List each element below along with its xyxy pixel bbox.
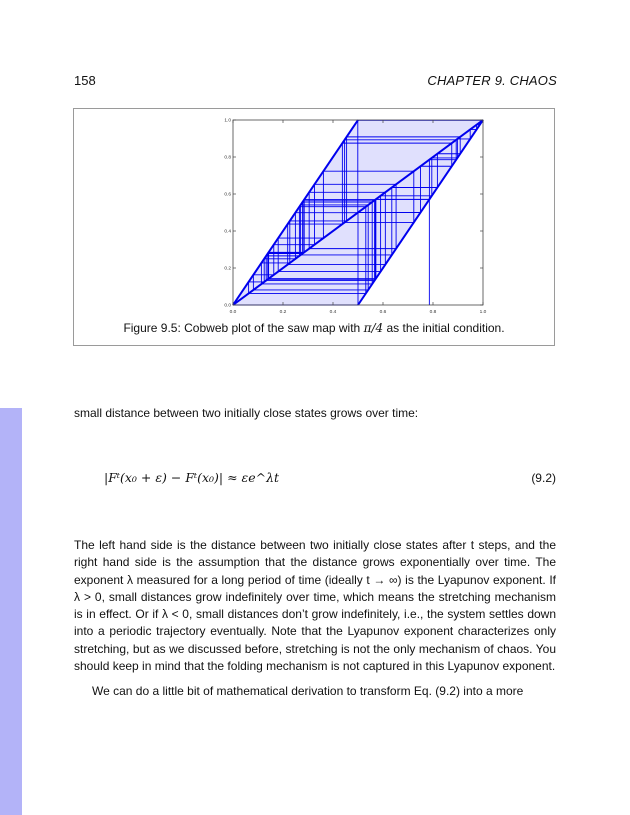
- body-text: [74, 537, 556, 701]
- intro-sentence: small distance between two initially close states grows over time:: [74, 406, 419, 420]
- x-tick-label-5: 1.0: [479, 310, 487, 315]
- equation-row: [74, 470, 556, 490]
- running-head: CHAPTER 9. CHAOS: [427, 73, 557, 88]
- x-tick-label-1: 0.2: [279, 310, 287, 315]
- y-tick-label-3: 0.6: [224, 192, 231, 198]
- caption-math: π/4: [363, 321, 384, 335]
- x-tick-label-0: 0.0: [229, 310, 237, 315]
- lyapunov-equation: |Fᵗ(x₀ + ε) − Fᵗ(x₀)| ≈ εe^λt: [104, 470, 280, 485]
- caption-text-after: as the initial condition.: [383, 321, 505, 335]
- margin-sidebar-strip: [0, 408, 22, 815]
- x-tick-label-4: 0.8: [429, 310, 437, 315]
- y-tick-label-0: 0.0: [224, 303, 231, 309]
- paragraph-derivation: We can do a little bit of mathematical derivation to transform Eq. (9.2) into a more: [92, 684, 524, 699]
- caption-text-before: Figure 9.5: Cobweb plot of the saw map with: [123, 321, 364, 335]
- cobweb-plot: [221, 115, 487, 319]
- y-tick-label-2: 0.4: [224, 229, 231, 235]
- figure-caption: [74, 321, 554, 335]
- x-tick-label-3: 0.6: [379, 310, 387, 315]
- equation-number: (9.2): [531, 471, 556, 485]
- paragraph-lyapunov: The left hand side is the distance between two initially close states after t steps, and the right hand side is the assumption that the distance grows exponentially over time. The exponent λ measured for a long period of time (ideally t → ∞) is the Lyapunov exponent. If λ > 0, small distances grow indefinitely over time, which means the stretching mechanism is in effect. Or if λ < 0, small distances don’t grow indefinitely, i.e., the system settles down into a periodic trajectory eventually. Note that the Lyapunov exponent characterizes only stretching, but as we discussed before, stretching is not the only mechanism of chaos. You should keep in mind that the folding mechanism is not captured in this Lyapunov exponent.: [74, 538, 556, 674]
- cobweb-lines: [233, 120, 483, 305]
- y-tick-label-5: 1.0: [224, 118, 231, 124]
- page-number: 158: [74, 73, 96, 88]
- y-tick-label-1: 0.2: [224, 266, 231, 272]
- y-tick-label-4: 0.8: [224, 155, 231, 161]
- figure-frame: [73, 108, 555, 346]
- x-tick-label-2: 0.4: [329, 310, 337, 315]
